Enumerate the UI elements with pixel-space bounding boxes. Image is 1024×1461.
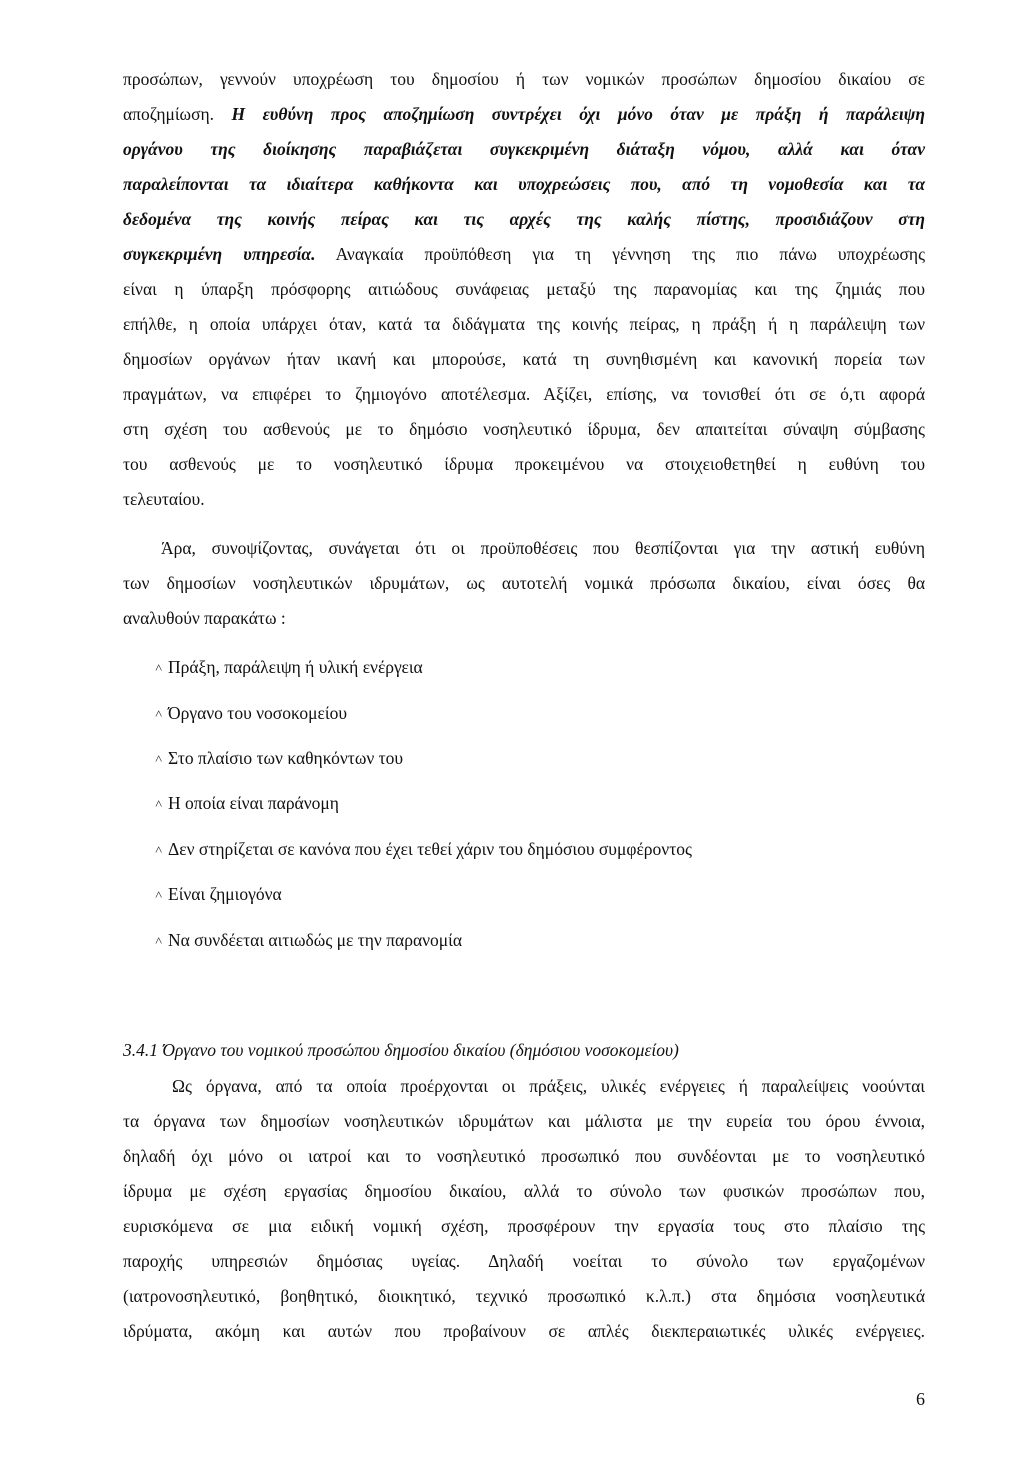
- list-item: [155, 929, 462, 952]
- body-text-line: δηλαδή όχι μόνο οι ιατροί και το νοσηλευτικό προσωπικό που συνδέονται με το νοσηλευτικό: [123, 1146, 925, 1166]
- body-text-line: [123, 103, 925, 125]
- body-text-line: ιδρύματα, ακόμη και αυτών που προβαίνουν σε απλές διεκπεραιωτικές υλικές ενέργειες.: [123, 1321, 925, 1341]
- body-text-line: στη σχέση του ασθενούς με το δημόσιο νοσηλευτικό ίδρυμα, δεν απαιτείται σύναψη σύμβασης: [123, 419, 925, 439]
- list-item: [155, 747, 403, 770]
- caret-up-icon: ˄: [155, 887, 163, 902]
- list-item-text: Στο πλαίσιο των καθηκόντων του: [168, 748, 404, 768]
- emphasized-text-segment: Η ευθύνη προς αποζημίωση συντρέχει όχι μόνο όταν με πράξη ή παράλειψη: [231, 104, 925, 124]
- list-item: [155, 656, 423, 679]
- emphasized-text-line: παραλείπονται τα ιδιαίτερα καθήκοντα και υποχρεώσεις που, από τη νομοθεσία και τα: [123, 174, 925, 194]
- page-number: 6: [916, 1389, 925, 1409]
- list-item: [155, 702, 347, 725]
- list-item-text: Να συνδέεται αιτιωδώς με την παρανομία: [168, 930, 463, 950]
- body-text-line: παροχής υπηρεσιών δημόσιας υγείας. Δηλαδή νοείται το σύνολο των εργαζομένων: [123, 1251, 925, 1271]
- body-text-line: δημοσίων οργάνων ήταν ικανή και μπορούσε, κατά τη συνηθισμένη και κανονική πορεία των: [123, 349, 925, 369]
- list-item-text: Πράξη, παράλειψη ή υλική ενέργεια: [168, 657, 423, 677]
- section-heading: 3.4.1 Όργανο του νομικού προσώπου δημοσίου δικαίου (δημόσιου νοσοκομείου): [123, 1040, 679, 1060]
- body-text-line: ευρισκόμενα σε μια ειδική νομική σχέση, προσφέρουν την εργασία τους στο πλαίσιο της: [123, 1216, 925, 1236]
- body-text-segment: Αναγκαία προϋπόθεση για τη γέννηση της πιο πάνω υποχρέωσης: [335, 244, 925, 264]
- list-item: [155, 792, 339, 815]
- body-text-line: Άρα, συνοψίζοντας, συνάγεται ότι οι προϋποθέσεις που θεσπίζονται για την αστική ευθύνη: [161, 538, 925, 558]
- body-text-line: πραγμάτων, να επιφέρει το ζημιογόνο αποτέλεσμα. Αξίζει, επίσης, να τονισθεί ότι σε ό,τι αφορά: [123, 384, 925, 404]
- body-text-line: τα όργανα των δημοσίων νοσηλευτικών ιδρυμάτων και μάλιστα με την ευρεία του όρου έννοια,: [123, 1111, 925, 1131]
- caret-up-icon: ˄: [155, 660, 163, 675]
- list-item-text: Δεν στηρίζεται σε κανόνα που έχει τεθεί χάριν του δημόσιου συμφέροντος: [168, 839, 692, 859]
- body-text-line: [123, 243, 925, 265]
- caret-up-icon: ˄: [155, 933, 163, 948]
- body-text-line: προσώπων, γεννούν υποχρέωση του δημοσίου ή των νομικών προσώπων δημοσίου δικαίου σε: [123, 69, 925, 89]
- body-text-line: των δημοσίων νοσηλευτικών ιδρυμάτων, ως αυτοτελή νομικά πρόσωπα δικαίου, είναι όσες θα: [123, 573, 925, 593]
- caret-up-icon: ˄: [155, 842, 163, 857]
- body-text-line: επήλθε, η οποία υπάρχει όταν, κατά τα διδάγματα της κοινής πείρας, η πράξη ή η παράλειψη των: [123, 314, 925, 334]
- body-text-line: ίδρυμα με σχέση εργασίας δημοσίου δικαίου, αλλά το σύνολο των φυσικών προσώπων που,: [123, 1181, 925, 1201]
- list-item: [155, 838, 692, 861]
- body-text-segment: αποζημίωση.: [123, 104, 215, 124]
- list-item-text: Η οποία είναι παράνομη: [168, 793, 339, 813]
- emphasized-text-line: οργάνου της διοίκησης παραβιάζεται συγκεκριμένη διάταξη νόμου, αλλά και όταν: [123, 139, 925, 159]
- list-item-text: Είναι ζημιογόνα: [168, 884, 282, 904]
- caret-up-icon: ˄: [155, 751, 163, 766]
- caret-up-icon: ˄: [155, 796, 163, 811]
- body-text-line: αναλυθούν παρακάτω :: [123, 608, 286, 628]
- caret-up-icon: ˄: [155, 706, 163, 721]
- body-text-line: Ως όργανα, από τα οποία προέρχονται οι πράξεις, υλικές ενέργειες ή παραλείψεις νοούνται: [172, 1076, 925, 1096]
- emphasized-text-segment: συγκεκριμένη υπηρεσία.: [123, 244, 316, 264]
- list-item: [155, 883, 282, 906]
- body-text-line: είναι η ύπαρξη πρόσφορης αιτιώδους συνάφειας μεταξύ της παρανομίας και της ζημιάς που: [123, 279, 925, 299]
- body-text-line: του ασθενούς με το νοσηλευτικό ίδρυμα προκειμένου να στοιχειοθετηθεί η ευθύνη του: [123, 454, 925, 474]
- body-text-line: τελευταίου.: [123, 489, 205, 509]
- emphasized-text-line: δεδομένα της κοινής πείρας και τις αρχές της καλής πίστης, προσιδιάζουν στη: [123, 209, 925, 229]
- body-text-line: (ιατρονοσηλευτικό, βοηθητικό, διοικητικό, τεχνικό προσωπικό κ.λ.π.) στα δημόσια νοσηλευτικά: [123, 1286, 925, 1306]
- list-item-text: Όργανο του νοσοκομείου: [168, 703, 348, 723]
